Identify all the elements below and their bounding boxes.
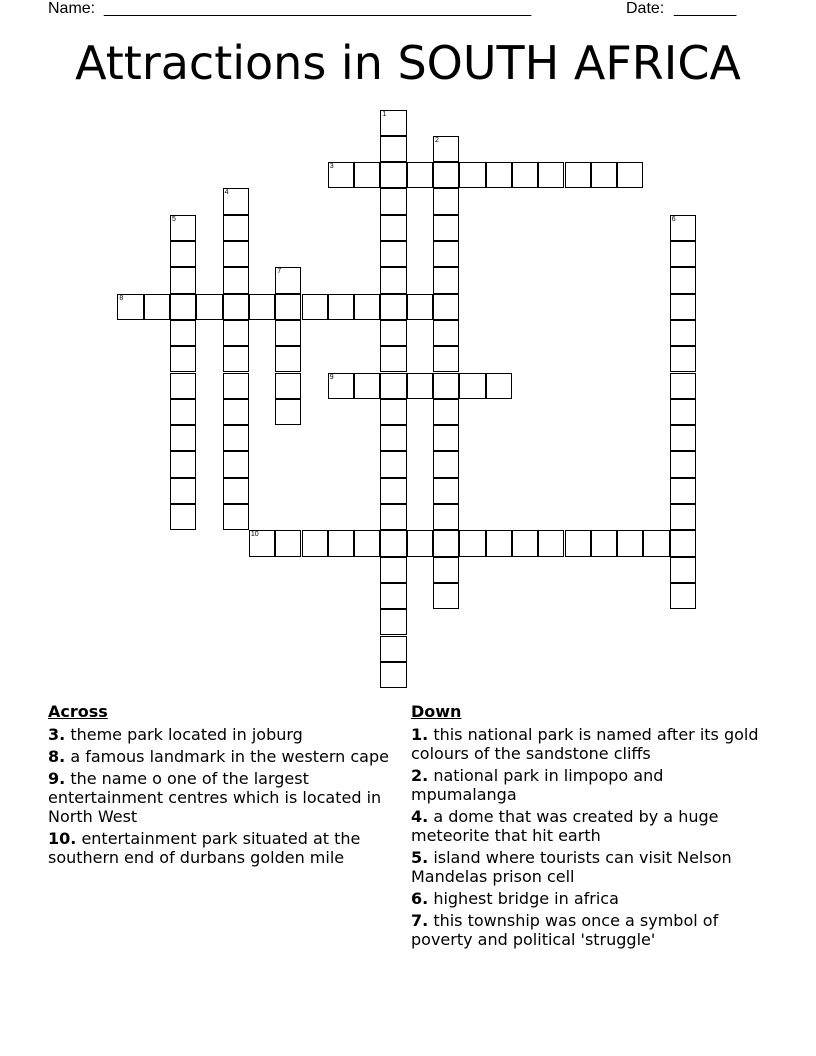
grid-cell[interactable] — [302, 294, 328, 320]
grid-cell[interactable] — [328, 373, 354, 399]
grid-cell[interactable] — [380, 215, 406, 241]
grid-cell[interactable] — [275, 320, 301, 346]
grid-cell[interactable] — [407, 294, 433, 320]
clue-text: this township was once a symbol of poverty and political 'struggle' — [411, 911, 719, 949]
clue-down-5 — [411, 848, 761, 886]
clue-down-6 — [411, 889, 761, 908]
grid-cell[interactable] — [670, 399, 696, 425]
grid-cell[interactable] — [223, 188, 249, 214]
grid-cell[interactable] — [223, 478, 249, 504]
grid-cell[interactable] — [380, 609, 406, 635]
grid-cell[interactable] — [380, 399, 406, 425]
grid-cell[interactable] — [380, 451, 406, 477]
grid-cell[interactable] — [670, 320, 696, 346]
down-clues — [411, 702, 761, 952]
clue-across-10 — [48, 829, 398, 867]
grid-cell[interactable] — [170, 504, 196, 530]
grid-cell[interactable] — [433, 451, 459, 477]
clue-across-8 — [48, 747, 398, 766]
grid-cell[interactable] — [328, 530, 354, 556]
grid-cell[interactable] — [275, 267, 301, 293]
grid-cell[interactable] — [354, 530, 380, 556]
grid-cell[interactable] — [223, 241, 249, 267]
across-heading: Across — [48, 702, 108, 721]
name-label: Name: — [48, 0, 96, 17]
grid-cell[interactable] — [670, 478, 696, 504]
grid-cell[interactable] — [144, 294, 170, 320]
grid-cell[interactable] — [170, 478, 196, 504]
clue-number: 6. — [411, 889, 429, 908]
date-label: Date: — [626, 0, 665, 17]
clue-number: 4. — [411, 807, 429, 826]
across-clues — [48, 702, 398, 870]
grid-cell[interactable] — [380, 478, 406, 504]
grid-cell[interactable] — [328, 162, 354, 188]
clue-text: a famous landmark in the western cape — [70, 747, 389, 766]
cell-number: 7 — [277, 268, 282, 276]
grid-cell[interactable] — [670, 241, 696, 267]
grid-cell[interactable] — [249, 294, 275, 320]
grid-cell[interactable] — [433, 215, 459, 241]
grid-cell[interactable] — [380, 583, 406, 609]
cell-number: 1 — [382, 110, 387, 118]
cell-number: 6 — [671, 215, 676, 223]
grid-cell[interactable] — [670, 425, 696, 451]
grid-cell[interactable] — [433, 320, 459, 346]
grid-cell[interactable] — [617, 530, 643, 556]
grid-cell[interactable] — [433, 478, 459, 504]
grid-cell[interactable] — [433, 557, 459, 583]
grid-cell[interactable] — [354, 373, 380, 399]
grid-cell[interactable] — [223, 451, 249, 477]
grid-cell[interactable] — [459, 373, 485, 399]
grid-cell[interactable] — [486, 530, 512, 556]
clue-number: 5. — [411, 848, 429, 867]
grid-cell[interactable] — [670, 294, 696, 320]
grid-cell[interactable] — [433, 583, 459, 609]
grid-cell[interactable] — [433, 188, 459, 214]
cell-number: 10 — [250, 531, 259, 539]
clue-number: 8. — [48, 747, 66, 766]
grid-cell[interactable] — [459, 162, 485, 188]
grid-cell[interactable] — [380, 162, 406, 188]
clue-number: 2. — [411, 766, 429, 785]
grid-cell[interactable] — [170, 294, 196, 320]
grid-cell[interactable] — [433, 373, 459, 399]
clue-text: the name o one of the largest entertainment centres which is located in North West — [48, 769, 382, 826]
clue-number: 10. — [48, 829, 77, 848]
grid-cell[interactable] — [380, 557, 406, 583]
grid-cell[interactable] — [380, 320, 406, 346]
grid-cell[interactable] — [223, 399, 249, 425]
grid-cell[interactable] — [433, 162, 459, 188]
grid-cell[interactable] — [354, 162, 380, 188]
grid-cell[interactable] — [380, 425, 406, 451]
grid-cell[interactable] — [670, 557, 696, 583]
grid-cell[interactable] — [170, 451, 196, 477]
clue-text: this national park is named after its gold colours of the sandstone cliffs — [411, 725, 759, 763]
grid-cell[interactable] — [670, 346, 696, 372]
clue-text: theme park located in joburg — [70, 725, 303, 744]
grid-cell[interactable] — [275, 373, 301, 399]
grid-cell[interactable] — [512, 530, 538, 556]
grid-cell[interactable] — [380, 530, 406, 556]
grid-cell[interactable] — [670, 373, 696, 399]
grid-cell[interactable] — [302, 530, 328, 556]
grid-cell[interactable] — [670, 267, 696, 293]
grid-cell[interactable] — [486, 162, 512, 188]
grid-cell[interactable] — [275, 530, 301, 556]
grid-cell[interactable] — [670, 530, 696, 556]
grid-cell[interactable] — [486, 373, 512, 399]
cell-number: 2 — [435, 136, 439, 144]
grid-cell[interactable] — [170, 346, 196, 372]
clue-down-1 — [411, 725, 761, 763]
grid-cell[interactable] — [433, 241, 459, 267]
grid-cell[interactable] — [380, 267, 406, 293]
grid-cell[interactable] — [670, 215, 696, 241]
clue-number: 7. — [411, 911, 429, 930]
clue-text: highest bridge in africa — [433, 889, 619, 908]
grid-cell[interactable] — [670, 451, 696, 477]
grid-cell[interactable] — [380, 373, 406, 399]
grid-cell[interactable] — [591, 530, 617, 556]
grid-cell[interactable] — [223, 320, 249, 346]
clue-down-2 — [411, 766, 761, 804]
grid-cell[interactable] — [591, 162, 617, 188]
grid-cell[interactable] — [643, 530, 669, 556]
grid-cell[interactable] — [538, 530, 564, 556]
grid-cell[interactable] — [275, 399, 301, 425]
grid-cell[interactable] — [380, 294, 406, 320]
grid-cell[interactable] — [433, 267, 459, 293]
grid-cell[interactable] — [565, 162, 591, 188]
grid-cell[interactable] — [196, 294, 222, 320]
grid-cell[interactable] — [117, 294, 143, 320]
grid-cell[interactable] — [170, 425, 196, 451]
grid-cell[interactable] — [249, 530, 275, 556]
grid-cell[interactable] — [170, 215, 196, 241]
grid-cell[interactable] — [223, 346, 249, 372]
grid-cell[interactable] — [170, 373, 196, 399]
grid-cell[interactable] — [328, 294, 354, 320]
grid-cell[interactable] — [380, 662, 406, 688]
grid-cell[interactable] — [433, 136, 459, 162]
grid-cell[interactable] — [223, 267, 249, 293]
grid-cell[interactable] — [459, 530, 485, 556]
cell-number: 3 — [329, 163, 334, 171]
clue-across-9 — [48, 769, 398, 826]
clue-down-4 — [411, 807, 761, 845]
clue-text: entertainment park situated at the southern end of durbans golden mile — [48, 829, 361, 867]
grid-cell[interactable] — [407, 373, 433, 399]
grid-cell[interactable] — [223, 504, 249, 530]
page-title: Attractions in SOUTH AFRICA — [75, 36, 741, 90]
cell-number: 8 — [119, 294, 124, 302]
grid-cell[interactable] — [223, 294, 249, 320]
grid-cell[interactable] — [433, 346, 459, 372]
grid-cell[interactable] — [380, 636, 406, 662]
grid-cell[interactable] — [380, 110, 406, 136]
grid-cell[interactable] — [433, 530, 459, 556]
clue-down-7 — [411, 911, 761, 949]
cell-number: 4 — [224, 189, 229, 197]
grid-cell[interactable] — [275, 294, 301, 320]
name-line[interactable]: ________________________________________________ — [104, 0, 532, 17]
grid-cell[interactable] — [538, 162, 564, 188]
grid-cell[interactable] — [617, 162, 643, 188]
grid-cell[interactable] — [223, 215, 249, 241]
grid-cell[interactable] — [433, 399, 459, 425]
clue-number: 3. — [48, 725, 66, 744]
clue-number: 9. — [48, 769, 66, 788]
grid-cell[interactable] — [170, 241, 196, 267]
clue-text: island where tourists can visit Nelson Mandelas prison cell — [411, 848, 732, 886]
grid-cell[interactable] — [223, 373, 249, 399]
grid-cell[interactable] — [380, 188, 406, 214]
grid-cell[interactable] — [170, 267, 196, 293]
grid-cell[interactable] — [380, 136, 406, 162]
grid-cell[interactable] — [170, 320, 196, 346]
grid-cell[interactable] — [223, 425, 249, 451]
grid-cell[interactable] — [380, 241, 406, 267]
grid-cell[interactable] — [565, 530, 591, 556]
grid-cell[interactable] — [380, 346, 406, 372]
grid-cell[interactable] — [354, 294, 380, 320]
grid-cell[interactable] — [433, 425, 459, 451]
down-heading: Down — [411, 702, 462, 721]
cell-number: 5 — [172, 215, 176, 223]
clue-across-3 — [48, 725, 398, 744]
grid-cell[interactable] — [433, 294, 459, 320]
grid-cell[interactable] — [275, 346, 301, 372]
grid-cell[interactable] — [670, 504, 696, 530]
grid-cell[interactable] — [380, 504, 406, 530]
grid-cell[interactable] — [407, 530, 433, 556]
grid-cell[interactable] — [433, 504, 459, 530]
date-line[interactable]: _______ — [674, 0, 737, 17]
cell-number: 9 — [329, 373, 334, 381]
grid-cell[interactable] — [512, 162, 538, 188]
grid-cell[interactable] — [670, 583, 696, 609]
clue-text: a dome that was created by a huge meteorite that hit earth — [411, 807, 719, 845]
clue-number: 1. — [411, 725, 429, 744]
grid-cell[interactable] — [170, 399, 196, 425]
clue-text: national park in limpopo and mpumalanga — [411, 766, 664, 804]
grid-cell[interactable] — [407, 162, 433, 188]
